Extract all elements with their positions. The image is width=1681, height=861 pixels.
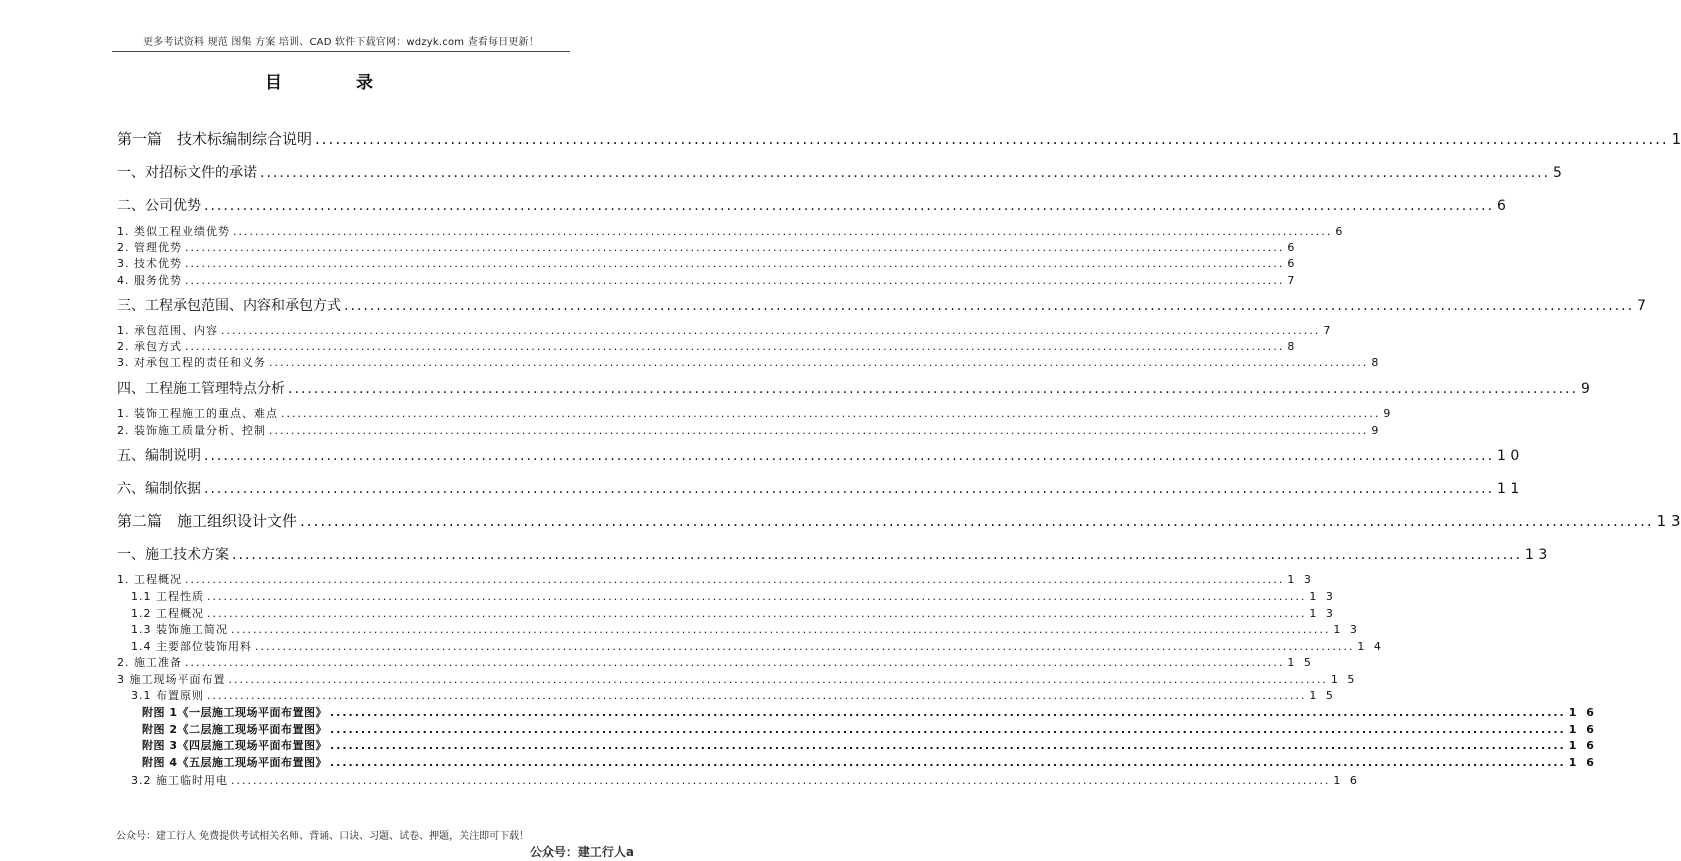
toc-entry-label: 三、工程承包范围、内容和承包方式 [117, 298, 341, 314]
toc-entry-label: 附图 3《四层施工现场平面布置图》 [142, 739, 327, 752]
toc-entry[interactable] [117, 162, 1562, 182]
toc-entry-page: 6 [1287, 241, 1298, 254]
toc-leader-dots: ........................................................................................................................................................................................................ [233, 225, 1333, 238]
watermark-text: 公众号：建工行人a [529, 845, 634, 859]
toc-leader-dots: ........................................................................................................................................................................................................ [329, 706, 1566, 719]
toc-entry-label: 2. 承包方式 [117, 340, 182, 353]
toc-entry-page: 1 3 [1287, 573, 1314, 586]
toc-entry-label: 1. 装饰工程施工的重点、难点 [117, 407, 278, 420]
toc-entry-page: 1 4 [1357, 640, 1384, 653]
toc-entry[interactable] [142, 737, 1597, 753]
toc-entry-label: 1.1 工程性质 [131, 590, 204, 603]
toc-entry-label: 一、对招标文件的承诺 [117, 165, 257, 181]
toc-entry-page: 1 6 [1568, 723, 1597, 736]
toc-entry-page: 9 [1371, 424, 1382, 437]
toc-entry-page: 1 6 [1568, 756, 1597, 769]
toc-entry[interactable] [131, 772, 1360, 788]
toc-leader-dots: ........................................................................................................................................................................................................ [207, 590, 1307, 603]
toc-entry-page: 9 [1383, 407, 1394, 420]
toc-entry-page: 1 3 [1656, 512, 1681, 530]
toc-entry-page: 1 1 [1497, 481, 1520, 497]
toc-leader-dots: ........................................................................................................................................................................................................ [288, 381, 1579, 397]
toc-entry[interactable] [117, 354, 1382, 370]
toc-entry[interactable] [131, 687, 1336, 703]
toc-entry[interactable] [117, 272, 1298, 288]
toc-leader-dots: ........................................................................................................................................................................................................ [185, 340, 1285, 353]
toc-entry-label: 附图 1《一层施工现场平面布置图》 [142, 706, 327, 719]
page-footer: 公众号：建工行人 免费提供考试相关名师、背诵、口诀、习题、试卷、押题，关注即可下载！ [116, 831, 530, 842]
toc-leader-dots: ........................................................................................................................................................................................................ [329, 739, 1566, 752]
toc-entry[interactable] [117, 478, 1520, 498]
toc-entry[interactable] [131, 588, 1336, 604]
toc-entry-page: 1 3 [1333, 623, 1360, 636]
toc-leader-dots: ........................................................................................................................................................................................................ [300, 512, 1654, 530]
toc-entry[interactable] [117, 405, 1394, 421]
toc-entry[interactable] [117, 671, 1358, 687]
page-title: 目录 [265, 73, 447, 93]
toc-entry[interactable] [142, 754, 1597, 770]
toc-entry-label: 3. 对承包工程的责任和义务 [117, 356, 266, 369]
toc-entry-label: 1. 承包范围、内容 [117, 324, 218, 337]
toc-entry-page: 8 [1287, 340, 1298, 353]
toc-entry[interactable] [131, 638, 1384, 654]
toc-entry-page: 8 [1371, 356, 1382, 369]
toc-leader-dots: ........................................................................................................................................................................................................ [344, 298, 1635, 314]
toc-entry[interactable] [117, 322, 1334, 338]
toc-leader-dots: ........................................................................................................................................................................................................ [207, 689, 1307, 702]
toc-entry-label: 五、编制说明 [117, 448, 201, 464]
toc-entry-label: 六、编制依据 [117, 481, 201, 497]
toc-leader-dots: ........................................................................................................................................................................................................ [207, 607, 1307, 620]
toc-entry-page: 9 [1581, 381, 1590, 397]
toc-leader-dots: ........................................................................................................................................................................................................ [185, 573, 1285, 586]
toc-entry-page: 1 6 [1568, 706, 1597, 719]
toc-entry[interactable] [117, 654, 1314, 670]
toc-entry-label: 1. 类似工程业绩优势 [117, 225, 230, 238]
toc-leader-dots: ........................................................................................................................................................................................................ [281, 407, 1381, 420]
toc-entry-page: 1 0 [1497, 448, 1520, 464]
toc-leader-dots: ........................................................................................................................................................................................................ [269, 356, 1369, 369]
toc-entry-page: 1 3 [1309, 607, 1336, 620]
toc-entry-page: 5 [1553, 165, 1562, 181]
toc-leader-dots: ........................................................................................................................................................................................................ [185, 656, 1285, 669]
toc-entry[interactable] [117, 422, 1382, 438]
toc-entry[interactable] [117, 378, 1590, 398]
toc-leader-dots: ........................................................................................................................................................................................................ [228, 673, 1328, 686]
toc-entry-label: 1.3 装饰施工简况 [131, 623, 228, 636]
toc-leader-dots: ........................................................................................................................................................................................................ [185, 257, 1285, 270]
toc-entry[interactable] [117, 571, 1314, 587]
toc-entry-label: 1.4 主要部位装饰用料 [131, 640, 252, 653]
toc-entry-page: 1 5 [1309, 689, 1336, 702]
toc-entry-label: 1. 工程概况 [117, 573, 182, 586]
toc-entry-page: 1 3 [1525, 547, 1548, 563]
toc-leader-dots: ........................................................................................................................................................................................................ [231, 623, 1331, 636]
toc-leader-dots: ........................................................................................................................................................................................................ [269, 424, 1369, 437]
toc-entry-label: 3.2 施工临时用电 [131, 774, 228, 787]
toc-entry[interactable] [117, 445, 1520, 465]
toc-entry[interactable] [131, 605, 1336, 621]
toc-entry-page: 1 5 [1330, 673, 1358, 686]
toc-leader-dots: ........................................................................................................................................................................................................ [204, 198, 1495, 214]
toc-entry-label: 2. 施工准备 [117, 656, 182, 669]
toc-entry-label: 第一篇 技术标编制综合说明 [117, 130, 313, 148]
toc-leader-dots: ........................................................................................................................................................................................................ [329, 723, 1566, 736]
toc-entry[interactable] [117, 128, 1681, 149]
toc-entry-page: 1 6 [1333, 774, 1360, 787]
toc-entry-page: 1 5 [1287, 656, 1314, 669]
toc-leader-dots: ........................................................................................................................................................................................................ [221, 324, 1321, 337]
toc-entry-label: 1.2 工程概况 [131, 607, 204, 620]
toc-entry-label: 附图 4《五层施工现场平面布置图》 [142, 756, 327, 769]
toc-entry-page: 1 3 [1309, 590, 1336, 603]
toc-entry-page: 1 [1671, 130, 1681, 148]
toc-entry[interactable] [117, 195, 1506, 215]
toc-leader-dots: ........................................................................................................................................................................................................ [185, 241, 1285, 254]
toc-entry[interactable] [117, 239, 1298, 255]
toc-entry-label: 3. 技术优势 [117, 257, 182, 270]
toc-entry[interactable] [117, 295, 1646, 315]
toc-leader-dots: ........................................................................................................................................................................................................ [260, 165, 1551, 181]
toc-entry-page: 7 [1323, 324, 1334, 337]
toc-entry[interactable] [131, 621, 1360, 637]
toc-leader-dots: ........................................................................................................................................................................................................ [315, 130, 1669, 148]
toc-leader-dots: ........................................................................................................................................................................................................ [329, 756, 1566, 769]
toc-entry-page: 7 [1637, 298, 1646, 314]
toc-leader-dots: ........................................................................................................................................................................................................ [255, 640, 1355, 653]
toc-entry[interactable] [117, 510, 1681, 531]
toc-leader-dots: ........................................................................................................................................................................................................ [185, 274, 1285, 287]
toc-entry-label: 3 施工现场平面布置 [117, 673, 226, 686]
page-header: 更多考试资料 规范 图集 方案 培训、CAD 软件下载官网：wdzyk.com 查看每日更新！ [112, 33, 570, 52]
toc-entry-page: 6 [1335, 225, 1346, 238]
toc-leader-dots: ........................................................................................................................................................................................................ [232, 547, 1523, 563]
toc-leader-dots: ........................................................................................................................................................................................................ [204, 448, 1495, 464]
toc-entry-label: 附图 2《二层施工现场平面布置图》 [142, 723, 327, 736]
toc-entry-label: 四、工程施工管理特点分析 [117, 381, 285, 397]
toc-entry-label: 一、施工技术方案 [117, 547, 229, 563]
toc-entry[interactable] [117, 338, 1298, 354]
toc-leader-dots: ........................................................................................................................................................................................................ [204, 481, 1495, 497]
toc-entry[interactable] [117, 544, 1548, 564]
toc-entry-label: 2. 管理优势 [117, 241, 182, 254]
toc-entry[interactable] [117, 223, 1346, 239]
toc-entry[interactable] [142, 704, 1597, 720]
toc-entry-label: 4. 服务优势 [117, 274, 182, 287]
toc-entry[interactable] [117, 255, 1298, 271]
toc-entry-label: 3.1 布置原则 [131, 689, 204, 702]
toc-entry[interactable] [142, 721, 1597, 737]
toc-entry-page: 7 [1287, 274, 1298, 287]
toc-leader-dots: ........................................................................................................................................................................................................ [231, 774, 1331, 787]
toc-entry-page: 6 [1287, 257, 1298, 270]
toc-entry-label: 二、公司优势 [117, 198, 201, 214]
toc-entry-label: 第二篇 施工组织设计文件 [117, 512, 298, 530]
toc-entry-label: 2. 装饰施工质量分析、控制 [117, 424, 266, 437]
toc-entry-page: 1 6 [1568, 739, 1597, 752]
toc-entry-page: 6 [1497, 198, 1506, 214]
